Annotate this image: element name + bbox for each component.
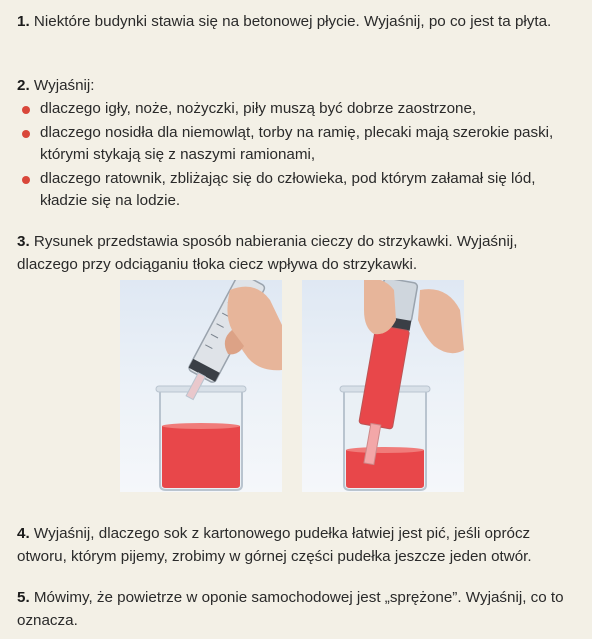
- question-text: Wyjaśnij, dlaczego sok z kartonowego pudełka łatwiej jest pić, jeśli oprócz otworu, którym pijemy, zrobimy w górnej części pudełka jeszcze jeden otwór.: [17, 525, 532, 565]
- hand-right: [418, 289, 464, 353]
- question-2-bullet-list: [40, 98, 578, 214]
- beaker-rim: [156, 386, 246, 392]
- question-text: Rysunek przedstawia sposób nabierania cieczy do strzykawki. Wyjaśnij, dlaczego przy odciąganiu tłoka ciecz wpływa do strzykawki.: [17, 233, 518, 273]
- bullet-icon: [22, 130, 30, 138]
- syringe-filled-illustration: [302, 280, 464, 492]
- question-number: 5.: [17, 589, 30, 606]
- question-3: [17, 230, 577, 276]
- question-text: Mówimy, że powietrze w oponie samochodowej jest „sprężone”. Wyjaśnij, co to oznacza.: [17, 589, 564, 629]
- question-text: Niektóre budynki stawia się na betonowej płycie. Wyjaśnij, po co jest ta płyta.: [33, 13, 552, 30]
- bullet-text: dlaczego nosidła dla niemowląt, torby na ramię, plecaki mają szerokie paski, którymi stykają się z naszymi ramionami,: [40, 123, 554, 163]
- question-number: 1.: [17, 13, 30, 30]
- question-5: [17, 586, 577, 632]
- liquid-surface: [162, 423, 240, 429]
- list-item: [40, 168, 578, 213]
- question-2: [17, 74, 577, 97]
- hand: [227, 287, 282, 371]
- bullet-text: dlaczego ratownik, zbliżając się do człowieka, pod którym załamał się lód, kładzie się na lodzie.: [40, 169, 536, 209]
- bullet-icon: [22, 176, 30, 184]
- question-text: Wyjaśnij:: [33, 77, 95, 94]
- question-number: 2.: [17, 77, 30, 94]
- question-number: 4.: [17, 525, 30, 542]
- liquid-in-beaker: [346, 450, 424, 488]
- bullet-icon: [22, 106, 30, 114]
- question-number: 3.: [17, 233, 30, 250]
- syringe-in-beaker-illustration: [120, 280, 282, 492]
- bullet-text: dlaczego igły, noże, nożyczki, piły muszą być dobrze zaostrzone,: [40, 100, 477, 117]
- question-1: [17, 10, 577, 33]
- list-item: [40, 98, 578, 121]
- list-item: [40, 122, 578, 167]
- liquid-in-beaker: [162, 426, 240, 488]
- liquid-surface: [346, 447, 424, 453]
- syringe-photo-after: [302, 280, 464, 492]
- syringe-photo-before: [120, 280, 282, 492]
- hand-left: [364, 280, 396, 334]
- question-4: [17, 522, 577, 568]
